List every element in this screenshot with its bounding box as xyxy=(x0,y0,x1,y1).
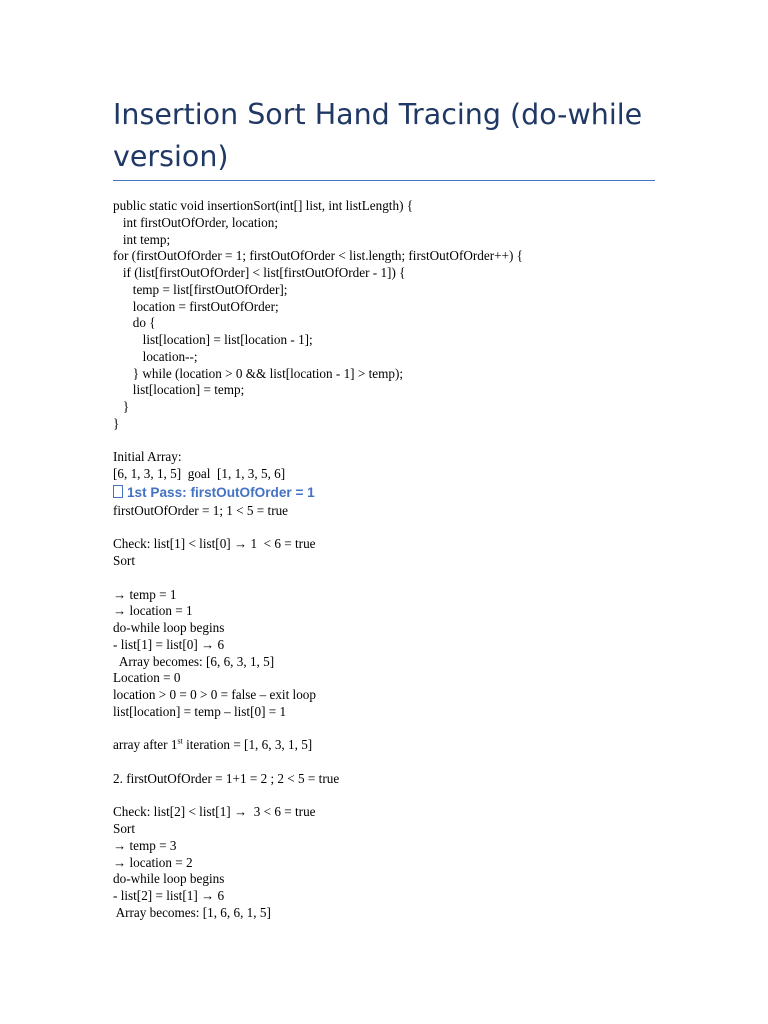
iteration-result xyxy=(113,737,656,754)
checkbox-glyph-icon xyxy=(113,485,123,498)
trace-line: location > 0 = 0 > 0 = false – exit loop xyxy=(113,687,316,702)
trace-line: list[location] = temp – list[0] = 1 xyxy=(113,703,287,719)
code-line: list[location] = temp; xyxy=(113,382,245,398)
iteration-superscript: st xyxy=(177,736,183,746)
initial-array-label: Initial Array: xyxy=(113,449,182,465)
trace-line: do-while loop begins xyxy=(113,871,225,887)
trace-line: - list[1] = list[0] → 6 xyxy=(113,636,225,652)
page-title: Insertion Sort Hand Tracing (do-while version) xyxy=(113,98,643,173)
code-line: if (list[firstOutOfOrder] < list[firstOutOfOrder - 1]) { xyxy=(113,265,406,280)
code-line: list[location] = list[location - 1]; xyxy=(113,332,313,347)
pass2-trace xyxy=(113,754,656,922)
trace-line: Sort xyxy=(113,821,135,836)
trace-line: Array becomes: [1, 6, 6, 1, 5] xyxy=(113,904,271,920)
trace-line: 2. firstOutOfOrder = 1+1 = 2 ; 2 < 5 = true xyxy=(113,770,340,786)
trace-line: Location = 0 xyxy=(113,670,181,686)
trace-line: → location = 1 xyxy=(113,603,193,619)
code-line: location = firstOutOfOrder; xyxy=(113,298,279,314)
code-line: int temp; xyxy=(113,231,171,247)
code-line: } xyxy=(113,415,120,431)
trace-line: Check: list[2] < list[1] → 3 < 6 = true xyxy=(113,804,316,820)
trace-line: - list[2] = list[1] → 6 xyxy=(113,888,225,903)
trace-line: → temp = 1 xyxy=(113,586,177,602)
code-line: } xyxy=(113,399,130,414)
pass1-trace xyxy=(113,503,656,738)
trace-line xyxy=(113,520,656,537)
trace-line xyxy=(113,570,656,587)
code-line: do { xyxy=(113,315,156,331)
trace-line: Sort xyxy=(113,553,135,568)
title-divider xyxy=(113,180,655,181)
code-line: temp = list[firstOutOfOrder]; xyxy=(113,281,288,297)
code-line: public static void insertionSort(int[] list, int listLength) { xyxy=(113,198,414,213)
trace-line xyxy=(113,754,656,771)
iteration-suffix: iteration = [1, 6, 3, 1, 5] xyxy=(182,737,313,753)
trace-line: firstOutOfOrder = 1; 1 < 5 = true xyxy=(113,502,289,518)
pass1-heading-text: 1st Pass: firstOutOfOrder = 1 xyxy=(127,484,315,500)
trace-line: → temp = 3 xyxy=(113,837,177,853)
document-body xyxy=(113,198,656,922)
pass1-heading xyxy=(113,483,656,503)
code-line: } while (location > 0 && list[location - 1] > temp); xyxy=(113,365,404,381)
trace-line xyxy=(113,721,656,738)
iteration-prefix: array after 1 xyxy=(113,737,178,753)
code-line: for (firstOutOfOrder = 1; firstOutOfOrder < list.length; firstOutOfOrder++) { xyxy=(113,248,523,264)
trace-line: Check: list[1] < list[0] → 1 < 6 = true xyxy=(113,536,316,552)
spacer xyxy=(113,433,656,450)
trace-line xyxy=(113,788,656,805)
code-line: location--; xyxy=(113,348,198,364)
trace-line: Array becomes: [6, 6, 3, 1, 5] xyxy=(113,653,275,669)
trace-line: → location = 2 xyxy=(113,854,193,870)
trace-line: do-while loop begins xyxy=(113,620,225,635)
code-line: int firstOutOfOrder, location; xyxy=(113,214,279,230)
initial-array-value: [6, 1, 3, 1, 5] goal [1, 1, 3, 5, 6] xyxy=(113,466,286,481)
code-block xyxy=(113,198,656,433)
